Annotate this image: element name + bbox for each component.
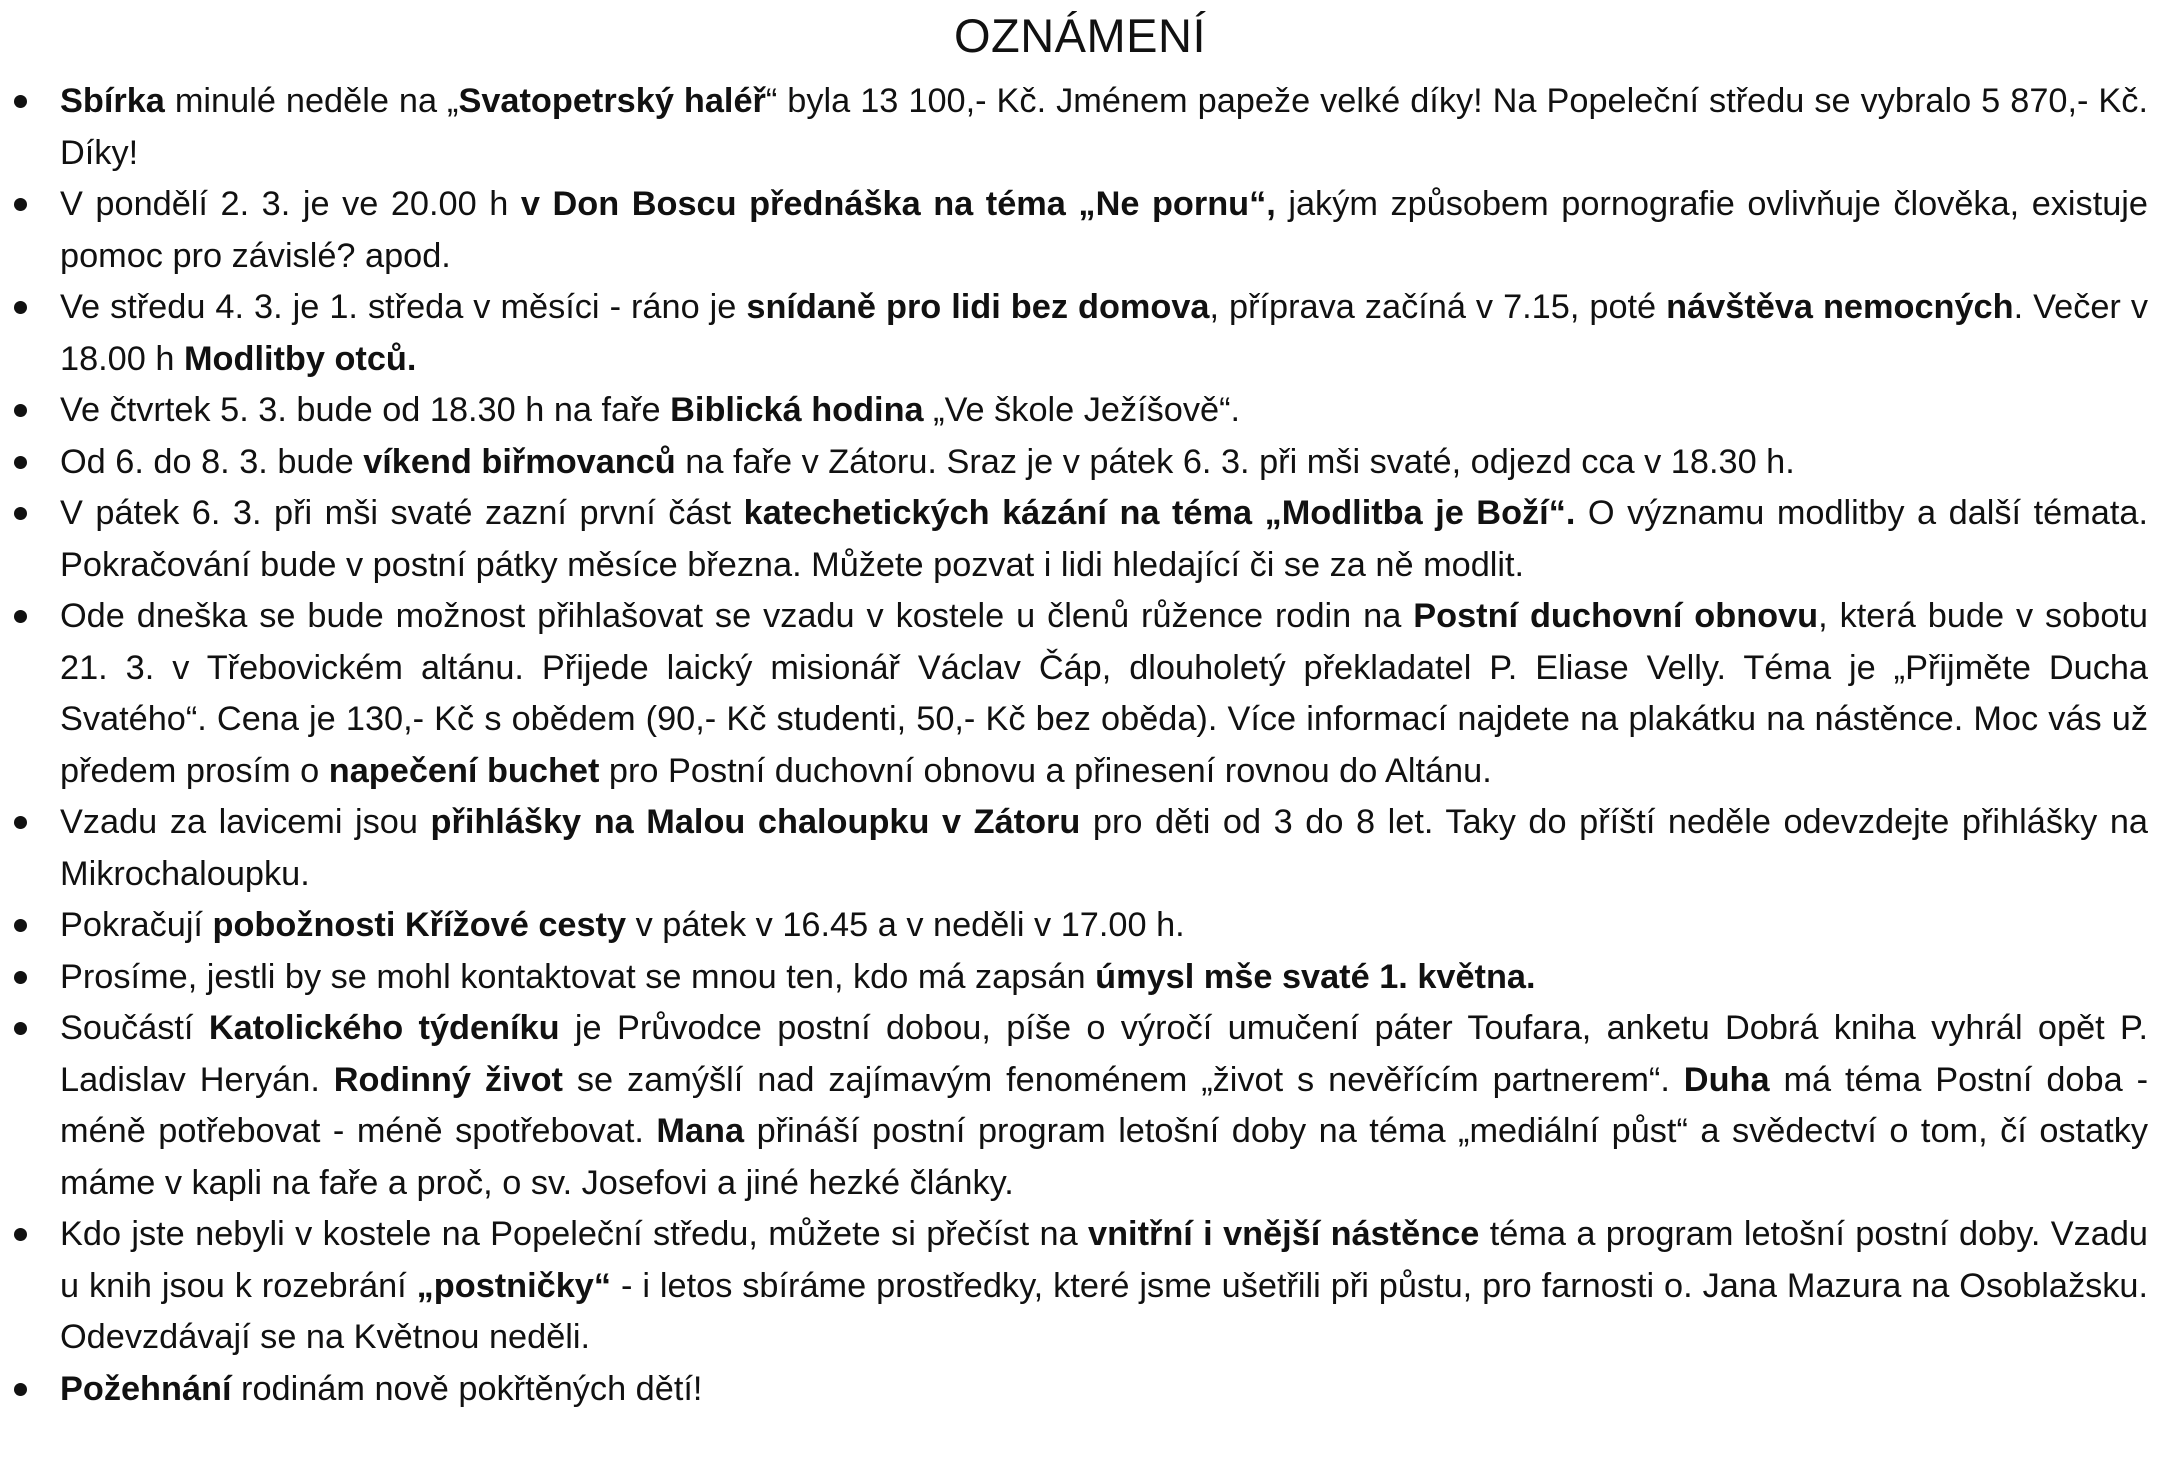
announcement-item <box>12 282 2148 385</box>
announcement-text: Ode dneška se bude možnost přihlašovat se vzadu v kostele u členů růžence rodin na <box>60 597 1414 635</box>
announcement-item <box>12 385 2148 437</box>
bullet-icon <box>14 507 27 520</box>
announcement-highlight: Postní duchovní obnovu <box>1413 597 1819 635</box>
announcement-text: V pátek 6. 3. při mši svaté zazní první část <box>60 494 744 532</box>
announcement-text: Součástí <box>60 1009 209 1047</box>
announcement-item <box>12 591 2148 797</box>
announcement-text: se zamýšlí nad zajímavým fenoménem „život s nevěřícím partnerem“. <box>562 1060 1684 1099</box>
announcement-text: pro děti od 3 do 8 let. Taky do příští neděle odevzdejte přihlášky na Mikrochaloupku. <box>60 803 2148 893</box>
announcement-text: Pokračují <box>60 906 213 944</box>
announcement-text: minulé neděle na „ <box>164 82 459 120</box>
announcement-page <box>0 8 2174 1461</box>
announcement-highlight: napečení buchet <box>328 751 600 790</box>
announcement-item <box>12 488 2148 591</box>
announcement-item <box>12 797 2148 900</box>
announcement-item <box>12 900 2148 952</box>
announcement-highlight: Požehnání <box>60 1369 232 1408</box>
announcement-text: jakým způsobem pornografie ovlivňuje člověka, existuje pomoc pro závislé? apod. <box>60 185 2148 275</box>
announcement-highlight: Rodinný život <box>333 1060 563 1099</box>
bullet-icon <box>14 919 27 932</box>
announcement-highlight: katechetických kázání na téma „Modlitba je Boží“. <box>743 494 1576 532</box>
bullet-icon <box>14 971 27 984</box>
announcement-highlight: návštěva nemocných <box>1666 288 2014 326</box>
announcement-text: má téma Postní doba - méně potřebovat - méně spotřebovat. <box>60 1060 2148 1150</box>
announcement-text: Prosíme, jestli by se mohl kontaktovat se mnou ten, kdo má zapsán <box>60 957 1096 996</box>
announcement-text: je Průvodce postní dobou, píše o výročí umučení páter Toufara, anketu Dobrá kniha vyhrál opět P. Ladislav Heryán. <box>60 1009 2148 1099</box>
bullet-icon <box>14 301 27 314</box>
announcement-text: v pátek v 16.45 a v neděli v 17.00 h. <box>626 906 1185 944</box>
bullet-icon <box>14 816 27 829</box>
announcement-text: na faře v Zátoru. Sraz je v pátek 6. 3. při mši svaté, odjezd cca v 18.30 h. <box>675 442 1795 481</box>
announcement-text: V pondělí 2. 3. je ve 20.00 h <box>60 185 521 223</box>
announcement-item <box>12 952 2148 1004</box>
announcement-highlight: úmysl mše svaté 1. května. <box>1095 957 1536 996</box>
bullet-icon <box>14 404 27 417</box>
announcement-text: Ve středu 4. 3. je 1. středa v měsíci - ráno je <box>60 288 747 326</box>
announcement-text: , která bude v sobotu 21. 3. v Třebovickém altánu. Přijede laický misionář Václav Čáp, dlouholetý překladatel P. Eliase Velly. Téma je „Přijměte Ducha Svatého“. Cena je 130,- Kč s obědem (90,- Kč studenti, 50,- Kč bez oběda). Více informací najdete na plakátku na nástěnce. Moc vás už předem prosím o <box>60 597 2149 790</box>
announcement-highlight: Duha <box>1683 1060 1770 1099</box>
announcement-text: „Ve škole Ježíšově“. <box>923 391 1241 429</box>
bullet-icon <box>14 1383 27 1396</box>
announcement-highlight: Modlitby otců. <box>183 339 417 378</box>
announcement-highlight: v Don Boscu přednáška na téma „Ne pornu“, <box>520 185 1276 223</box>
announcement-text: přináší postní program letošní doby na téma „mediální půst“ a svědectví o tom, čí ostatky máme v kapli na faře a proč, o sv. Josefovi a jiné hezké články. <box>60 1112 2148 1202</box>
announcement-highlight: Biblická hodina <box>670 391 924 429</box>
announcement-text: Od 6. do 8. 3. bude <box>60 442 364 481</box>
announcement-text: Kdo jste nebyli v kostele na Popeleční středu, můžete si přečíst na <box>60 1215 1089 1253</box>
announcement-highlight: vnitřní i vnější nástěnce <box>1088 1215 1480 1253</box>
announcement-item <box>12 1209 2148 1364</box>
announcement-item <box>12 76 2148 179</box>
announcement-highlight: snídaně pro lidi bez domova <box>746 288 1210 326</box>
announcement-text: pro Postní duchovní obnovu a přinesení rovnou do Altánu. <box>599 751 1492 790</box>
announcement-text: - i letos sbíráme prostředky, které jsme ušetřili při půstu, pro farnosti o. Jana Mazura na Osoblažsku. Odevzdávají se na Květnou neděli. <box>60 1266 2149 1356</box>
announcement-text: rodinám nově pokřtěných dětí! <box>231 1369 703 1408</box>
announcement-text: O významu modlitby a další témata. Pokračování bude v postní pátky měsíce března. Můžete pozvat i lidi hledající či se za ně modlit. <box>60 494 2148 584</box>
announcement-highlight: Mana <box>656 1112 745 1150</box>
announcement-list <box>12 76 2148 1415</box>
announcement-highlight: Sbírka <box>60 82 165 120</box>
announcement-text: Ve čtvrtek 5. 3. bude od 18.30 h na faře <box>60 391 671 429</box>
bullet-icon <box>14 1022 27 1035</box>
announcement-text: “ byla 13 100,- Kč. Jménem papeže velké díky! Na Popeleční středu se vybralo 5 870,- Kč. Díky! <box>60 82 2148 172</box>
announcement-text: téma a program letošní postní doby. Vzadu u knih jsou k rozebrání <box>60 1215 2148 1305</box>
announcement-highlight: Svatopetrský haléř <box>458 82 766 120</box>
announcement-highlight: přihlášky na Malou chaloupku v Zátoru <box>430 803 1081 841</box>
page-title: OZNÁMENÍ <box>953 9 1207 62</box>
announcement-highlight: Katolického týdeníku <box>208 1009 560 1047</box>
announcement-text: . Večer v 18.00 h <box>60 288 2149 378</box>
bullet-icon <box>14 610 27 623</box>
announcement-highlight: víkend biřmovanců <box>363 442 676 481</box>
bullet-icon <box>14 456 27 469</box>
announcement-item <box>12 437 2148 489</box>
bullet-icon <box>14 95 27 108</box>
announcement-highlight: „postničky“ <box>416 1266 612 1305</box>
announcement-highlight: pobožnosti Křížové cesty <box>212 906 627 944</box>
announcement-item <box>12 179 2148 282</box>
announcement-item <box>12 1364 2148 1416</box>
announcement-text: Vzadu za lavicemi jsou <box>60 803 431 841</box>
announcement-item <box>12 1003 2148 1209</box>
bullet-icon <box>14 1228 27 1241</box>
bullet-icon <box>14 198 27 211</box>
announcement-text: , příprava začíná v 7.15, poté <box>1209 288 1667 326</box>
